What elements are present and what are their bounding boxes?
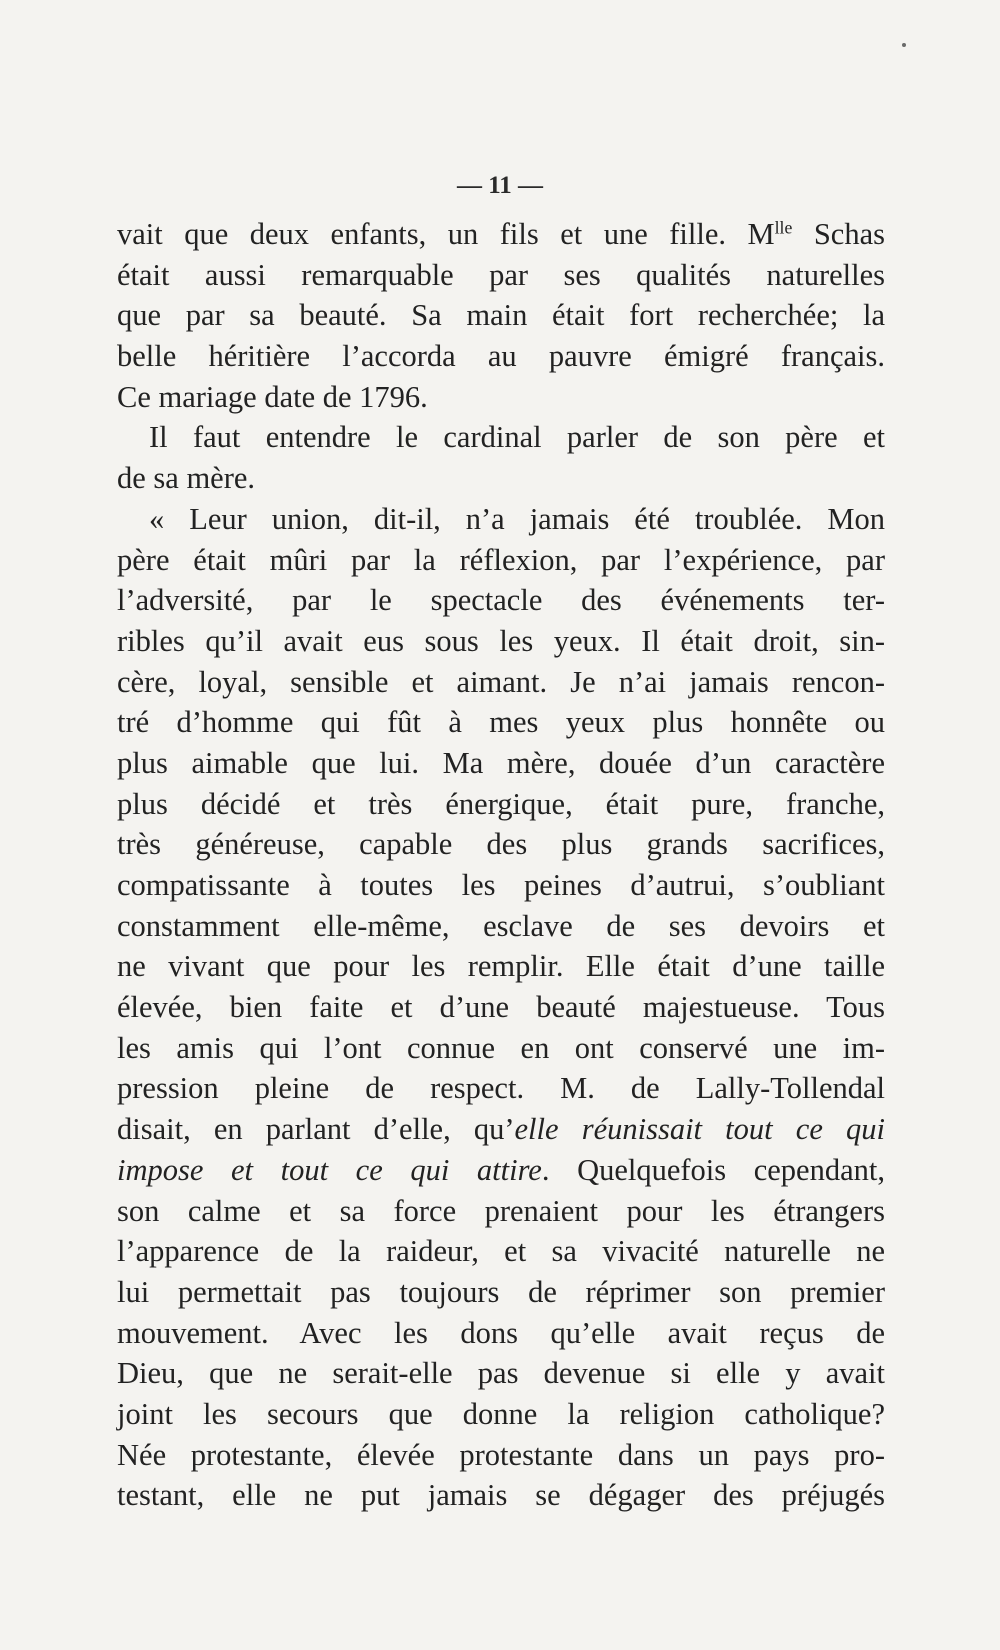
page-number: — 11 — [456,172,544,199]
text-line: Née protestante, élevée protestante dans un pays pro- [117,1437,885,1472]
text-line: les amis qui l’ont connue en ont conservé une im- [117,1030,885,1065]
text-line: Dieu, que ne serait-elle pas devenue si elle y avait [117,1356,885,1391]
text-line: plus aimable que lui. Ma mère, douée d’un caractère [117,745,885,780]
text-line: ne vivant que pour les remplir. Elle était d’une taille [117,949,885,984]
text-line: que par sa beauté. Sa main était fort recherchée; la [117,298,885,333]
text-line: disait, en parlant d’elle, qu’elle réunissait tout ce qui [117,1112,885,1147]
text-line: plus décidé et très énergique, était pure, franche, [117,786,885,821]
body-text [117,214,885,1516]
text-line: de sa mère. [117,461,256,496]
text-line: testant, elle ne put jamais se dégager des préjugés [117,1478,885,1513]
text-line: l’apparence de la raideur, et sa vivacité naturelle ne [117,1234,885,1269]
text-line: l’adversité, par le spectacle des événements ter- [117,583,885,618]
text-line: élevée, bien faite et d’une beauté majestueuse. Tous [117,990,885,1025]
text-line: père était mûri par la réflexion, par l’expérience, par [117,542,885,577]
text-line: constamment elle-même, esclave de ses devoirs et [117,908,885,943]
text-line: Ce mariage date de 1796. [117,379,428,414]
text-line: très généreuse, capable des plus grands sacrifices, [117,827,885,862]
text-line: tré d’homme qui fût à mes yeux plus honnête ou [117,705,885,740]
text-line: vait que deux enfants, un fils et une fille. $M^{lle}$ Schas [117,217,885,251]
text-line: lui permettait pas toujours de réprimer son premier [117,1274,885,1309]
text-line: son calme et sa force prenaient pour les étrangers [117,1193,885,1228]
text-line: cère, loyal, sensible et aimant. Je n’ai jamais rencon- [117,664,885,699]
text-line: « Leur union, dit-il, n’a jamais été troublée. Mon [149,501,885,536]
ink-speck [902,43,906,47]
text-line: mouvement. Avec les dons qu’elle avait reçus de [117,1315,885,1350]
text-line: impose et tout ce qui attire. Quelquefois cependant, [117,1152,885,1187]
text-line: belle héritière l’accorda au pauvre émigré français. [117,339,885,374]
text-line: compatissante à toutes les peines d’autrui, s’oubliant [117,868,885,902]
text-line: était aussi remarquable par ses qualités naturelles [117,257,885,292]
text-line: joint les secours que donne la religion catholique? [117,1396,885,1431]
text-line: ribles qu’il avait eus sous les yeux. Il était droit, sin- [117,623,885,658]
text-line: pression pleine de respect. M. de Lally-Tollendal [117,1071,885,1106]
text-line: Il faut entendre le cardinal parler de son père et [149,420,885,455]
